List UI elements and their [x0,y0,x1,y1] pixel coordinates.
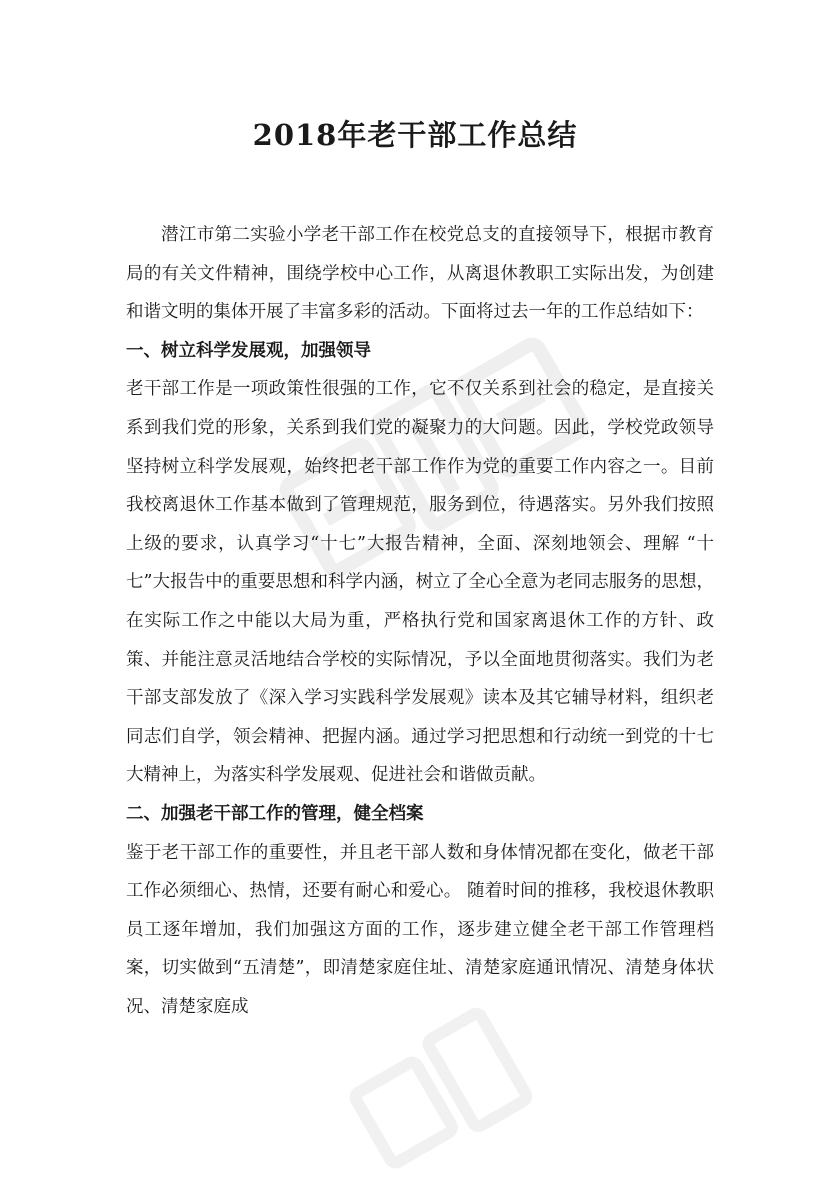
intro-paragraph: 潜江市第二实验小学老干部工作在校党总支的直接领导下，根据市教育局的有关文件精神，围绕学校中心工作，从离退休教职工实际出发，为创建和谐文明的集体开展了丰富多彩的活动。下面将过去一年的工作总结如下： [126,225,714,323]
page-title: 2018年老干部工作总结 [252,118,578,152]
section-paragraph: 鉴于老干部工作的重要性，并且老干部人数和身体情况都在变化，做老干部工作必须细心、热情，还要有耐心和爱心。 随着时间的推移，我校退休教职员工逐年增加，我们加强这方面的工作，逐步建立健全老干部工作管理档案，切实做到“五清楚”，即清楚家庭住址、清楚家庭通讯情况、清楚身体状况、清楚家庭成 [126,842,714,1017]
section-paragraph: 老干部工作是一项政策性很强的工作，它不仅关系到社会的稳定，是直接关系到我们党的形象，关系到我们党的凝聚力的大问题。因此，学校党政领导坚持树立科学发展观，始终把老干部工作作为党的重要工作内容之一。目前我校离退休工作基本做到了管理规范，服务到位，待遇落实。另外我们按照上级的要求，认真学习“十七”大报告精神，全面、深刻地领会、理解 “十七”大报告中的重要思想和科学内涵，树立了全心全意为老同志服务的思想，在实际工作之中能以大局为重，严格执行党和国家离退休工作的方针、政策、并能注意灵活地结合学校的实际情况，予以全面地贯彻落实。我们为老干部支部发放了《深入学习实践科学发展观》读本及其它辅导材料，组织老同志们自学，领会精神、把握内涵。通过学习把思想和行动统一到党的十七大精神上，为落实科学发展观、促进社会和谐做贡献。 [126,379,714,786]
document-body [126,216,714,1026]
section-heading: 一、树立科学发展观，加强领导 [126,340,371,361]
section-heading: 二、加强老干部工作的管理，健全档案 [126,803,424,824]
